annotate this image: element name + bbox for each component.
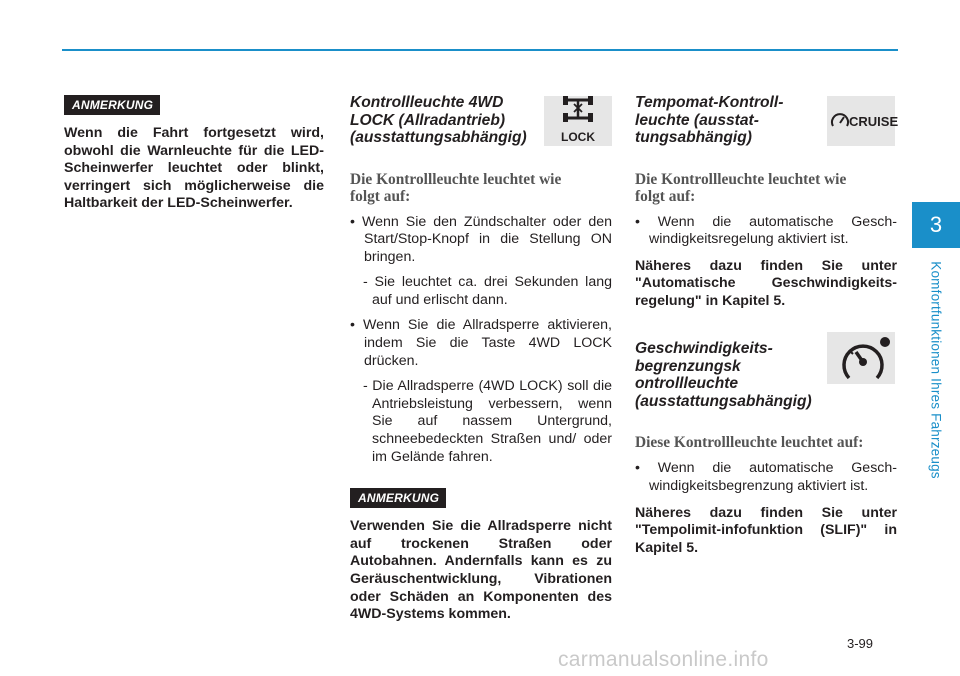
note-text: Wenn die Fahrt fortgesetzt wird, obwohl die Warnleuchte für die LED-Scheinwerfer leuchtet oder blinkt, verringert sich möglicherweise die Haltbarkeit der LED-Scheinwerfer.: [64, 125, 324, 212]
section-title-cruise: Tempomat-Kontroll- leuchte (ausstat- tungsabhängig): [635, 94, 784, 146]
cruise-icon-label: CRUISE: [849, 114, 899, 129]
page-number: 3-99: [847, 636, 874, 651]
column-1: [64, 95, 324, 213]
chapter-tab: [912, 202, 960, 248]
cruise-icon: [827, 96, 899, 146]
section-heading: Die Kontrollleuchte leuchtet wie folgt auf:: [350, 170, 562, 205]
sub-bullet-duration: - Sie leuchtet ca. drei Sekunden lang auf und erlischt dann.: [363, 274, 612, 308]
bullet-ignition: • Wenn Sie den Zündschalter oder den Start/Stop-Knopf in die Stellung ON bringen.: [350, 213, 612, 265]
top-rule: [62, 49, 898, 51]
note-badge: ANMERKUNG: [350, 488, 446, 508]
bullet-cruise: • Wenn die automatische Gesch- windigkeitsregelung aktiviert ist.: [635, 213, 897, 248]
watermark: carmanualsonline.info: [558, 648, 769, 671]
chapter-number: 3: [929, 212, 943, 237]
column-3: [635, 94, 897, 557]
bullet-4wd-lock: • Wenn Sie die Allradsperre aktivieren, indem Sie die Taste 4WD LOCK drücken.: [350, 317, 612, 369]
section-heading: Die Kontrollleuchte leuchtet wie folgt auf:: [635, 170, 847, 205]
speed-limiter-icon: [827, 332, 895, 384]
4wd-lock-icon-label: LOCK: [561, 130, 595, 144]
reference-text: Näheres dazu finden Sie unter "Automatische Geschwindigkeits- regelung" in Kapitel 5.: [635, 257, 897, 309]
bullet-speed-limiter: • Wenn die automatische Gesch- windigkeitsbegrenzung aktiviert ist.: [635, 460, 897, 495]
section-title-speed-limiter: Geschwindigkeits- begrenzungsk ontrollleuchte (ausstattungsabhängig): [635, 340, 812, 410]
note-text: Verwenden Sie die Allradsperre nicht auf trockenen Straßen oder Autobahnen. Andernfalls kann es zu Geräuschentwicklung, Vibrationen oder Schäden an Komponenten des 4WD-Systems kommen.: [350, 518, 612, 623]
column-2: [350, 94, 612, 624]
section-title-4wd: Kontrollleuchte 4WD LOCK (Allradantrieb) (ausstattungsabhängig): [350, 94, 527, 146]
reference-text: Näheres dazu finden Sie unter "Tempolimit-infofunktion (SLIF)" in Kapitel 5.: [635, 504, 897, 556]
sub-bullet-4wd-purpose: - Die Allradsperre (4WD LOCK) soll die Antriebsleistung verbessern, wenn Sie auf nassem Untergrund, schneebedeckten Straßen und/ oder im Gelände fahren.: [363, 378, 612, 465]
4wd-lock-icon: [544, 96, 612, 146]
note-badge: ANMERKUNG: [64, 95, 160, 115]
section-heading: Diese Kontrollleuchte leuchtet auf:: [635, 434, 864, 452]
chapter-title: Komfortfunktionen Ihres Fahrzeugs: [928, 261, 944, 479]
